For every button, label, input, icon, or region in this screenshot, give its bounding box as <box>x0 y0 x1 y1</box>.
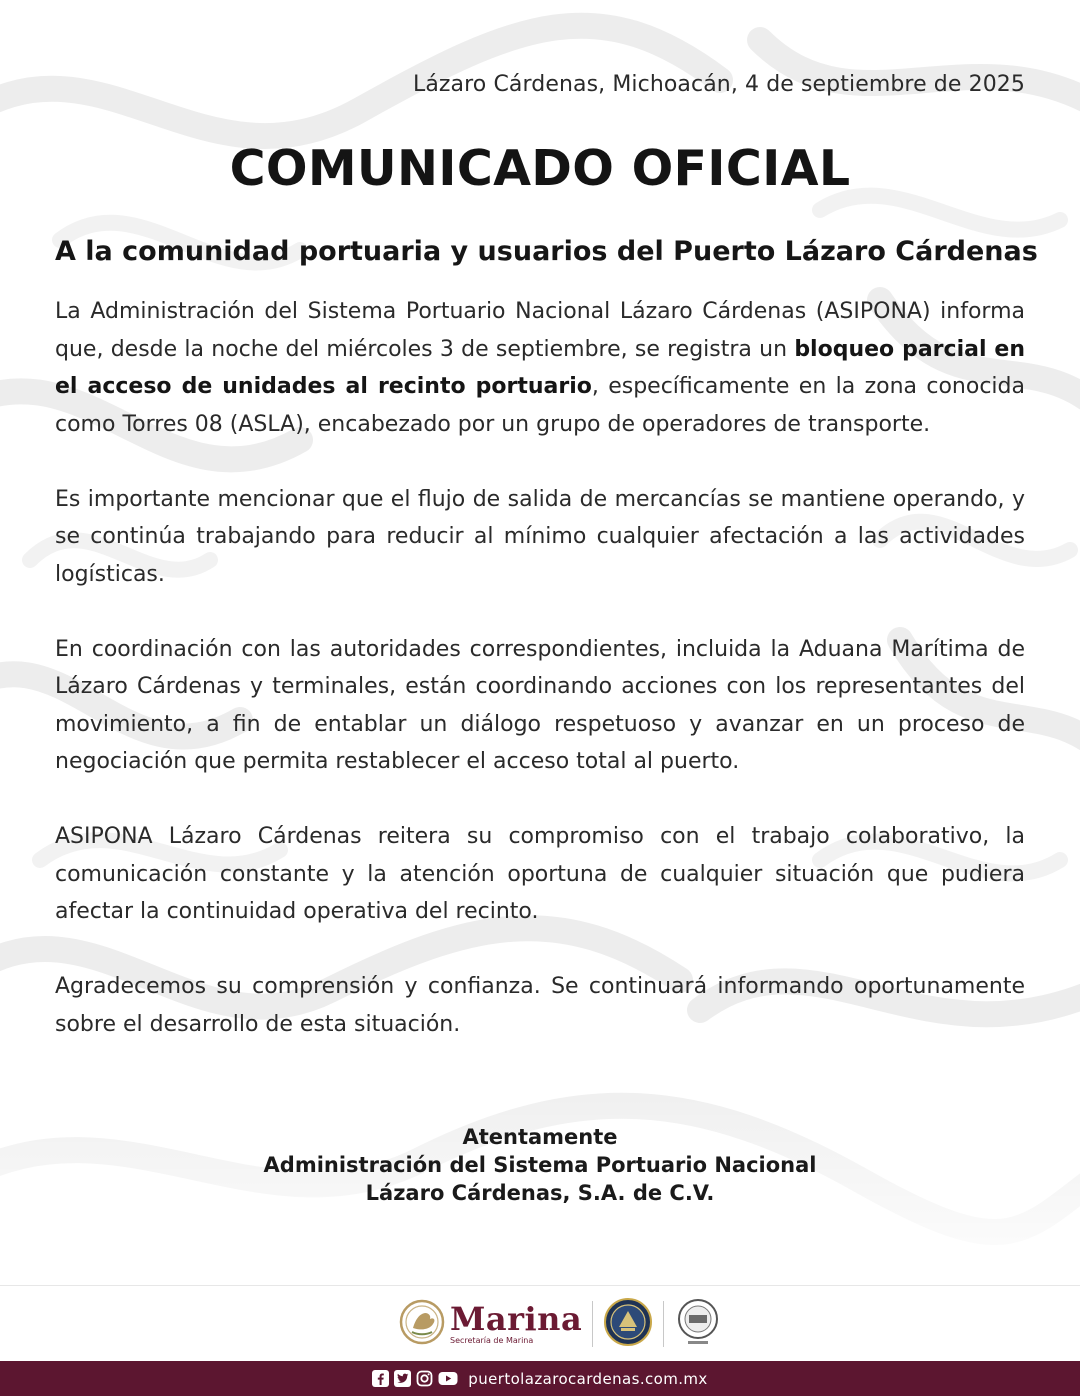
signature-block <box>0 1123 1080 1207</box>
paragraph-1 <box>55 293 1025 443</box>
logo-divider <box>663 1301 664 1347</box>
youtube-icon[interactable] <box>438 1370 458 1387</box>
instagram-icon[interactable] <box>416 1370 433 1387</box>
website-link[interactable]: puertolazarocardenas.com.mx <box>468 1369 708 1388</box>
social-icons <box>372 1370 458 1387</box>
signature-closing: Atentamente <box>462 1125 618 1149</box>
document-title: COMUNICADO OFICIAL <box>229 140 851 197</box>
marina-logo <box>398 1298 582 1350</box>
facebook-icon[interactable] <box>372 1370 389 1387</box>
paragraph-1-text-a: La Administración del Sistema Portuario Nacional Lázaro Cárdenas (ASIPONA) informa que, desde la noche del miércoles 3 de septiembre, se registra un <box>55 299 1025 362</box>
paragraph-1-bold: bloqueo parcial en el acceso de unidades al recinto portuario <box>55 336 1025 399</box>
paragraph-5: Agradecemos su comprensión y confianza. Se continuará informando oportunamente sobre el desarrollo de esta situación. <box>55 974 1025 1037</box>
paragraph-3: En coordinación con las autoridades correspondientes, incluida la Aduana Marítima de Lázaro Cárdenas y terminales, están coordinando acciones con los representantes del movimiento, a fin de entablar un diálogo respetuoso y avanzar en un proceso de negociación que permita restablecer el acceso total al puerto. <box>55 636 1025 774</box>
document-body <box>55 293 1025 1081</box>
twitter-icon[interactable] <box>394 1370 411 1387</box>
marina-wordmark: Marina <box>450 1300 583 1338</box>
document-subtitle: A la comunidad portuaria y usuarios del Puerto Lázaro Cárdenas <box>55 236 1038 267</box>
signature-org-line: Administración del Sistema Portuario Nacional <box>263 1153 817 1177</box>
signature-company-line: Lázaro Cárdenas, S.A. de C.V. <box>365 1181 715 1205</box>
footer-bar <box>0 1361 1080 1396</box>
footer-logos-band <box>0 1285 1080 1362</box>
marina-subtitle: Secretaría de Marina <box>450 1336 534 1345</box>
asipona-seal-icon <box>674 1297 722 1351</box>
dateline: Lázaro Cárdenas, Michoacán, 4 de septiembre de 2025 <box>412 72 1025 97</box>
paragraph-1-text-b: , específicamente en la zona conocida como Torres 08 (ASLA), encabezado por un grupo de operadores de transporte. <box>55 374 1025 437</box>
paragraph-2: Es importante mencionar que el flujo de salida de mercancías se mantiene operando, y se continúa trabajando para reducir al mínimo cualquier afectación a las actividades logísticas. <box>55 486 1025 587</box>
marina-seal-icon <box>603 1297 653 1351</box>
footer-logos <box>398 1295 722 1353</box>
mexico-eagle-emblem-icon <box>398 1298 446 1350</box>
paragraph-4: ASIPONA Lázaro Cárdenas reitera su compromiso con el trabajo colaborativo, la comunicación constante y la atención oportuna de cualquier situación que pudiera afectar la continuidad operativa del recinto. <box>55 824 1025 924</box>
logo-divider <box>592 1301 593 1347</box>
